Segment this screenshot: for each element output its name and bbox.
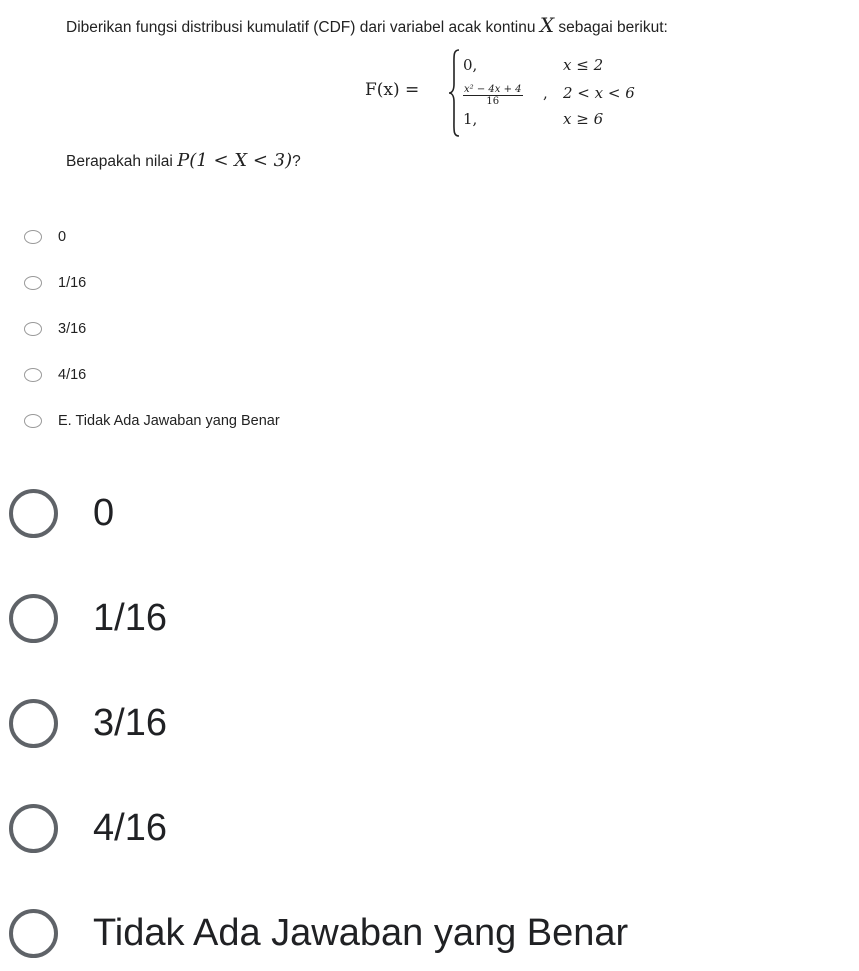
question-image (0, 0, 859, 440)
answer-option-4[interactable] (9, 905, 628, 961)
radio-icon (24, 368, 42, 382)
radio-icon (24, 276, 42, 290)
answer-option-label[interactable]: 3/16 (93, 701, 167, 744)
answer-option-3[interactable] (9, 800, 167, 856)
image-option-label: 4/16 (58, 367, 87, 383)
image-option-label: E. Tidak Ada Jawaban yang Benar (58, 413, 280, 429)
radio-button-icon[interactable] (9, 594, 58, 643)
answer-option-label[interactable]: 0 (93, 491, 115, 534)
radio-button-icon[interactable] (9, 909, 58, 958)
radio-icon (24, 230, 42, 244)
ask-expression: P(1 < X < 3) (177, 150, 293, 171)
radio-icon (24, 322, 42, 336)
brace-icon (448, 48, 460, 138)
radio-button-icon[interactable] (9, 699, 58, 748)
image-option-label: 0 (58, 229, 67, 245)
function-label: F(x) = (365, 80, 420, 100)
case-2-fraction (463, 84, 523, 107)
case-3-expr: 1, (463, 110, 478, 128)
question-ask (66, 150, 301, 171)
radio-button-icon[interactable] (9, 804, 58, 853)
image-option-label: 1/16 (58, 275, 87, 291)
radio-icon (24, 414, 42, 428)
answer-option-1[interactable] (9, 590, 167, 646)
case-1-condition: x ≤ 2 (563, 56, 604, 74)
intro-text: Diberikan fungsi distribusi kumulatif (CDF) dari variabel acak kontinu (66, 19, 536, 36)
image-option (24, 273, 86, 293)
image-option (24, 411, 280, 431)
answer-option-label[interactable]: 1/16 (93, 596, 167, 639)
image-option (24, 319, 86, 339)
intro-suffix: sebagai berikut: (558, 19, 668, 36)
intro-variable: X (539, 13, 555, 37)
case-2-denominator: 16 (486, 96, 500, 107)
image-option (24, 227, 66, 247)
answer-option-0[interactable] (9, 485, 114, 541)
answer-option-label[interactable]: Tidak Ada Jawaban yang Benar (93, 911, 629, 954)
answer-option-2[interactable] (9, 695, 167, 751)
case-2-condition: 2 < x < 6 (563, 84, 635, 102)
case-1-expr: 0, (463, 56, 478, 74)
ask-text: Berapakah nilai (66, 153, 173, 170)
case-2-comma: , (543, 84, 548, 102)
answer-option-label[interactable]: 4/16 (93, 806, 167, 849)
ask-suffix: ? (292, 153, 301, 170)
case-2-numerator: x² − 4x + 4 (464, 84, 522, 95)
cdf-formula (365, 48, 705, 138)
case-3-condition: x ≥ 6 (563, 110, 604, 128)
radio-button-icon[interactable] (9, 489, 58, 538)
image-option (24, 365, 86, 385)
question-intro (66, 13, 668, 37)
image-option-label: 3/16 (58, 321, 87, 337)
